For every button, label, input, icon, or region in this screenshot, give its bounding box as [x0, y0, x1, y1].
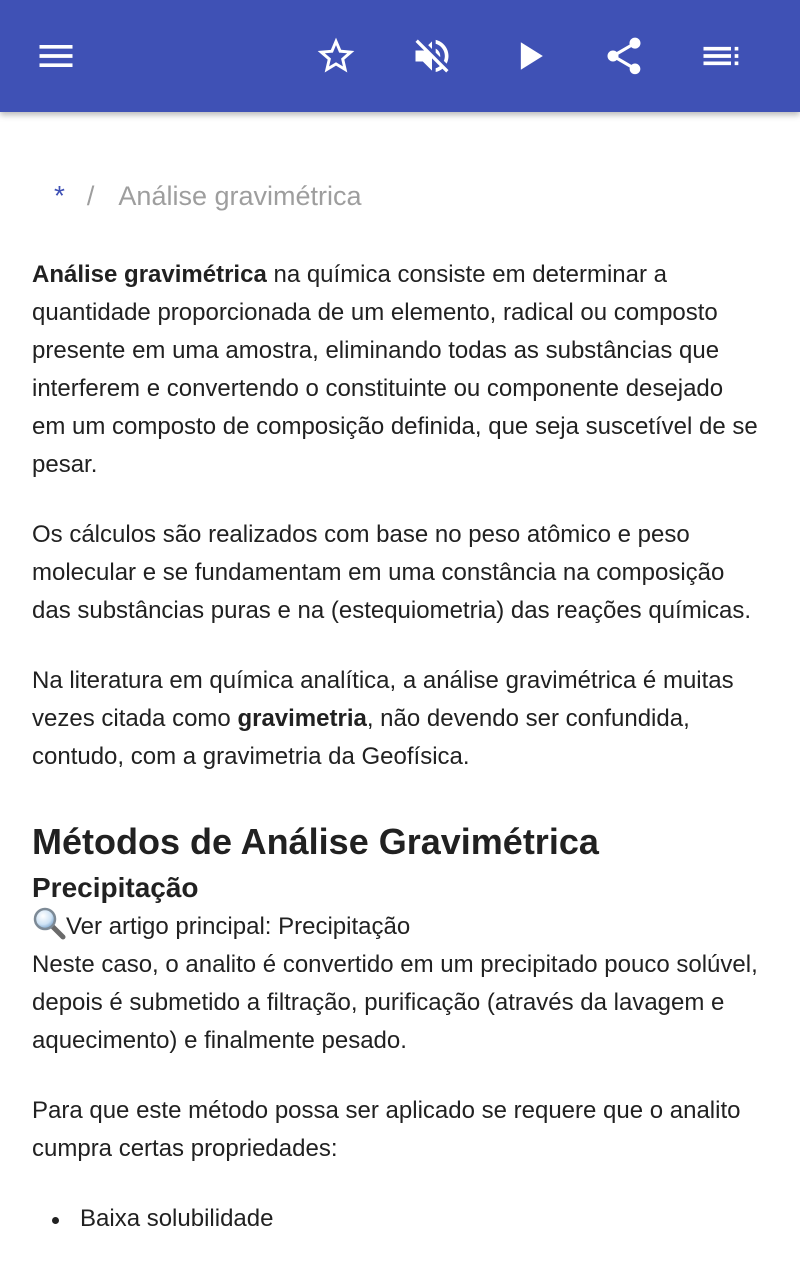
- share-icon: [602, 34, 646, 78]
- breadcrumb: [54, 180, 362, 212]
- app-bar: [0, 0, 800, 112]
- paragraph-precipitation: Neste caso, o analito é convertido em um precipitado pouco solúvel, depois é submetido a filtração, purificação (através da lavagem e aquecimento) e finalmente pesado.: [32, 951, 758, 1054]
- main-article-link-text: Ver artigo principal: Precipitação: [66, 913, 411, 940]
- properties-list: [32, 1200, 762, 1238]
- list-icon: [698, 34, 742, 78]
- breadcrumb-home-link[interactable]: *: [54, 180, 65, 211]
- article-body: [32, 256, 762, 1238]
- paragraph-intro: [32, 256, 762, 484]
- main-article-link[interactable]: [32, 908, 762, 946]
- menu-button[interactable]: [24, 24, 88, 88]
- article-content: [0, 112, 800, 1280]
- paragraph-literature-end: , não devendo ser confundida, contudo, com a gravimetria da Geofísica.: [32, 705, 690, 770]
- article-term: Análise gravimétrica: [32, 261, 267, 288]
- paragraph-calculations: Os cálculos são realizados com base no peso atômico e peso molecular e se fundamentam em uma constância na composição das substâncias puras e na (estequiometria) das reações químicas.: [32, 521, 752, 624]
- paragraph-literature-start: Na literatura em química analítica, a análise gravimétrica é muitas vezes citada como: [32, 667, 734, 732]
- breadcrumb-current: Análise gravimétrica: [118, 181, 362, 211]
- magnifier-icon: [32, 906, 66, 940]
- breadcrumb-separator: /: [86, 181, 95, 211]
- paragraph-requirements: Para que este método possa ser aplicado se requere que o analito cumpra certas propriedades:: [32, 1097, 741, 1162]
- link-gravimetria[interactable]: gravimetria: [237, 705, 367, 732]
- play-icon: [508, 34, 552, 78]
- subsection-heading: Precipitação: [32, 872, 199, 903]
- favorite-button[interactable]: [304, 24, 368, 88]
- table-of-contents-button[interactable]: [688, 24, 752, 88]
- star-outline-icon: [314, 34, 358, 78]
- mute-button[interactable]: [400, 24, 464, 88]
- section-heading: Métodos de Análise Gravimétrica: [32, 821, 599, 862]
- paragraph-literature: [32, 662, 762, 776]
- hamburger-menu-icon: [34, 34, 78, 78]
- volume-off-icon: [410, 34, 454, 78]
- list-item: Baixa solubilidade: [32, 1200, 762, 1238]
- play-button[interactable]: [498, 24, 562, 88]
- paragraph-intro-text: na química consiste em determinar a quantidade proporcionada de um elemento, radical ou composto presente em uma amostra, eliminando todas as substâncias que interferem e convertendo o constituinte ou componente desejado em um composto de composição definida, que seja suscetível de se pesar.: [32, 261, 758, 478]
- share-button[interactable]: [592, 24, 656, 88]
